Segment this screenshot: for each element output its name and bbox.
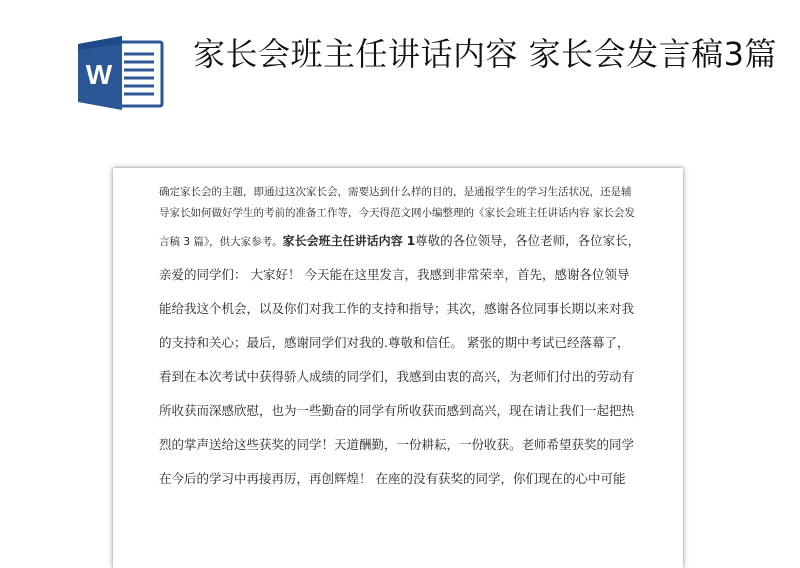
document-intro: 确定家长会的主题，即通过这次家长会，需要达到什么样的目的，是通报学生的学习生活状况，还是辅导家长如何做好学生的考前的准备工作等，今天得范文网小编整理的《家长会班主任讲话内容 家长会发言稿 3 篇》，供大家参考。 bbox=[159, 186, 635, 248]
document-content bbox=[159, 182, 641, 496]
document-page-preview bbox=[113, 168, 683, 568]
page-title: 家长会班主任讲话内容 家长会发言稿3篇 bbox=[193, 35, 778, 73]
svg-text:W: W bbox=[85, 59, 113, 90]
document-body: 尊敬的各位领导，各位老师，各位家长，亲爱的同学们： 大家好！ 今天能在这里发言，我感到非常荣幸，首先，感谢各位领导能给我这个机会，以及你们对我工作的支持和指导；其次，感谢各位同事长期以来对我的支持和关心；最后，感谢同学们对我的.尊敬和信任。 紧张的期中考试已经落幕了，看到在本次考试中获得骄人成绩的同学们，我感到由衷的高兴，为老师们付出的劳动有所收获而深感欣慰，也为一些勤奋的同学有所收获而感到高兴，现在请让我们一起把热烈的掌声送给这些获奖的同学！天道酬勤，一份耕耘，一份收获。老师希望获奖的同学在今后的学习中再接再厉，再创辉煌！ 在座的没有获奖的同学，你们现在的心中可能 bbox=[159, 233, 641, 486]
word-document-icon bbox=[78, 34, 164, 112]
header bbox=[0, 0, 800, 160]
section-heading: 家长会班主任讲话内容 1 bbox=[282, 234, 416, 248]
